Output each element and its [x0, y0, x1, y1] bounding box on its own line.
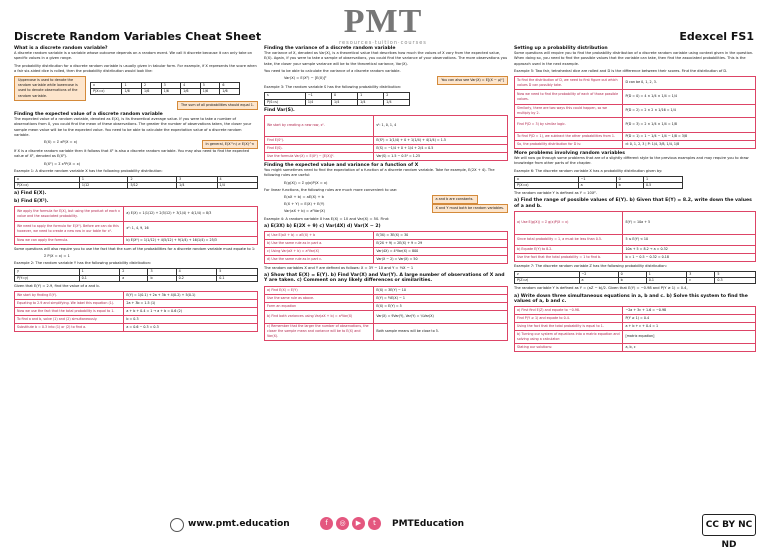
formula: E(X) = Σ xP(X = x): [44, 140, 78, 145]
footer: [0, 508, 768, 550]
footer-brand: PMTEducation: [392, 519, 465, 529]
section-heading: More problems involving random variables: [514, 151, 626, 157]
example-label: Example 3: The random variable S has the following probability distribution:: [264, 85, 402, 90]
logo-text: PMT: [343, 3, 423, 40]
distribution-table: z −2 0 1 3 5 P(Z=z) a b 0.1 c 0.3: [514, 271, 756, 284]
page-title: Discrete Random Variables Cheat Sheet: [14, 30, 262, 43]
paragraph: We will now go through some problems that are of a slightly different style to the previous examples and may require you to draw knowledge from other parts of the chapter.: [514, 156, 749, 166]
section-heading: Setting up a probability distribution: [514, 46, 608, 51]
instagram-icon[interactable]: ◎: [336, 517, 349, 530]
example-label: Example 7: The discrete random variable Z has the following probability distribution:: [514, 263, 667, 268]
example-label: Example 6: The discrete random variable X has a probability distribution given by:: [514, 168, 663, 173]
paragraph: Some questions will also require you to use the fact that the sum of the probabilities for a discrete random variable must equate to 1:: [14, 246, 256, 251]
distribution-table: s −1 0 1 2 P(S=s) 1/4 1/4 1/4 1/4: [264, 92, 410, 105]
question: b) Find E(X²).: [14, 198, 49, 204]
question: a) Find E(X).: [14, 191, 47, 197]
facebook-icon[interactable]: f: [320, 517, 333, 530]
example-label: Example 5: Two fair, tetrahedral dice are rolled and D is the difference between their scores. Find the distribution of D.: [514, 68, 728, 73]
section-heading: Finding the variance of a discrete random variable: [264, 46, 396, 51]
paragraph: The probability distribution for a discrete random variable is usually given in tabular form. For example, if X represents the score when a fair six-sided dice is rolled, then the probability distribution would look like:: [14, 63, 257, 73]
paragraph: Some questions will require you to find the probability distribution of a discrete random variable using context given in the question. When doing so, you need to find the possible values that the variable can take, then find the associated probabilities. This is the approach used in the next example.: [514, 51, 754, 66]
note-box: Uppercase is used to denote the random variable while lowercase is used to denote observations of the random variable.: [14, 76, 86, 101]
note-box: In general, E(X^n) ≠ E(X)^n: [202, 140, 258, 149]
youtube-icon[interactable]: ▶: [352, 517, 365, 530]
note-box: a and b are constants.: [432, 195, 478, 204]
formula: E(X + Y) = E(X) + E(Y): [284, 202, 325, 207]
paragraph: You might sometimes need to find the expectation of a function of a discrete random variable. Take for example, E(2X + 4). The following rules are useful:: [264, 168, 495, 178]
globe-icon: [170, 518, 184, 532]
distribution-table: y 1 2 3 4 5 P(Y=y) 0.1 a b 0.2 0.1: [14, 268, 258, 281]
distribution-table: x 1 2 3 4 5 6 P(X=x) 1/6 1/6 1/6 1/6 1/6 1/6: [90, 82, 240, 95]
question: a) Find the range of possible values of E(Y). b) Given that E(Y) = 8.2, write down the values of a and b.: [514, 198, 752, 209]
formula: Σ P(X = x) = 1: [44, 254, 70, 259]
question: Find Var(S).: [264, 107, 295, 113]
example-label: Example 2: The random variable Y has the following probability distribution:: [14, 261, 152, 266]
exam-board-label: Edexcel FS1: [679, 30, 754, 43]
paragraph: The random variables X and Y are defined as follows: X = 3Y − 10 and Y = ½X − 1: [264, 266, 414, 271]
distribution-table: x −1 0 1 P(X=x) a b 0.5: [514, 176, 683, 189]
column-2: [264, 44, 508, 343]
working-table: a) First find E(Z) and equate to −0.98. −2a + 3c + 1.6 = −0.98 Find P(Y ≥ 1) and equate to 0.4. P(Y ≥ 1) = 0.4 Using the fact that the total probability is equal to 1. a + b + c + 0.4 = 1 b) Turning our system of equations into a matrix equation and solving using a calculator: [matrix equation] Stating our solutions: a, b, c: [514, 306, 756, 352]
working-table: a) Find E(X) = E(Y) E(X) = 3E(Y) − 10 Use the same rule as above. E(Y) = ½E(X) − 1 Form an equation E(X) = E(Y) = 5 b) Find both variances using Var(aX + b) = a²Var(X) Var(X) = 9Var(Y), Var(Y) = ¼Var(X) c) Remember that the larger the number of observations, the closer the sample mean and variance will be to E(X) and Var(X). Both sample means will be close to 5.: [264, 286, 508, 341]
section-heading: Finding the expected value and variance for a function of X: [264, 163, 419, 169]
paragraph: For linear functions, the following rules are much more convenient to use:: [264, 187, 398, 192]
paragraph: Given that E(Y) = 2.9, find the value of a and b.: [14, 283, 100, 288]
note-box: The sum of all probabilities should equal 1.: [177, 101, 258, 110]
note-box: You can also see Var(X) = E[(X − μ)²]: [437, 76, 508, 85]
working-table: We start by finding E(Y). E(Y) = 1(0.1) + 2a + 3b + 4(0.2) + 5(0.1) Equating to 2.9 and simplifying. We label this equation (1). 2a + 3b = 1.5 (1) Now we use the fact that the total probability is equal to 1. a + b + 0.4 = 1 → a + b = 0.6 (2) To find a and b, solve (1) and (2) simultaneously. b = 0.3 Substitute b = 0.3 into (1) or (2) to find a. a = 0.6 − 0.3 = 0.3: [14, 291, 258, 332]
section-heading: What is a discrete random variable?: [14, 46, 108, 51]
working-table: We start by creating a new row, s². s²: 1, 0, 1, 4 Find E(S²). E(S²) = 1(1/4) + 0 + 1(1/4) + 4(1/4) = 1.5 Find E(S). E(S) = −1/4 + 0 + 1/4 + 2/4 = 0.5 Use the formula Var(X) = E(X²) − [E(X)]². Var(S) = 1.5 − 0.5² = 1.25: [264, 115, 508, 161]
logo-tagline: resources·tuition·courses: [339, 40, 427, 46]
question: a) Write down three simultaneous equations in a, b and c. b) Solve this system to find the values of a, b and c.: [514, 293, 748, 304]
footer-url[interactable]: www.pmt.education: [188, 519, 290, 529]
paragraph: The random variable Y is defined as Y = 10X².: [514, 191, 597, 196]
paragraph: The random variable Y is defined as Y = (aZ − b)/2. Given that E(Y) = −0.98 and P(Y ≥ 1) = 0.4,: [514, 286, 688, 291]
paragraph: The expected value of a random variable, denoted as E(X), is its theoretical average value. If you were to take a number of observations from X, you could find the mean of these observations. The greater the number of observations taken, the closer your sample mean value will be to the expected value. You need to be able to calculate the expectation value of a discrete random variable.: [14, 117, 252, 137]
formula: E(aX + b) = aE(X) + b: [284, 195, 324, 200]
working-table: a) Use E(aX + b) = aE(X) + b E(3X) = 3E(X) = 30 b) Use the same rule as in part a. E(2X + 9) = 2E(X) + 9 = 29 c) Using Var(aX + b) = a²Var(X) Var(4X) = 4²Var(X) = 800 d) Use the same rule as in part c. Var(X − 2) = Var(X) = 50: [264, 231, 508, 264]
formula: Var(X) = E(X²) − [E(X)]²: [284, 76, 327, 81]
formula: Var(aX + b) = a²Var(X): [284, 209, 325, 214]
formula: E(g(X)) = Σ g(x)P(X = x): [284, 180, 328, 185]
paragraph: The variance of X, denoted as Var(X), is a theoretical value that describes how much the values of X vary from the expected value, E(X). Again, if you were to take a sample of observations, you could find the variance of your observations. The more observations you take, the closer your sample variance will be to the theoretical variance, Var(X).: [264, 51, 508, 66]
column-3: [514, 44, 756, 354]
formula: E(X²) = Σ x²P(X = x): [44, 161, 81, 166]
note-box: X and Y must both be random variables.: [432, 204, 508, 213]
license-badge: CC BY NC ND: [702, 514, 756, 536]
column-1: [14, 44, 258, 334]
paragraph: If X is a discrete random variable then it follows that X² is also a discrete random variable. You may also need to find the expected value of X², denoted as E(X²).: [14, 149, 249, 159]
paragraph: You need to be able to calculate the variance of a discrete random variable.: [264, 68, 401, 73]
working-table: a) Use E(g(X)) = Σ g(x)P(X = x) E(Y) = 10a + 5 Since total probability = 1, a must be less than 0.5. 5 ≤ E(Y) < 10 b) Equate E(Y) to 8.2. 10a + 5 = 8.2 → a = 0.32 Use the fact that the total probability = 1 to find b. b = 1 − 0.5 − 0.32 = 0.18: [514, 211, 756, 262]
example-label: Example 1: A discrete random variable X has the following probability distribution:: [14, 168, 163, 173]
working-table: To find the distribution of D, we need to first figure out which values D can possibly take. D can be 0, 1, 2, 3. Now we need to find the probability of each of those possible values. P(D = 0) = 4 × 1/4 × 1/4 = 1/4 Similarly, there are two ways this could happen, so we multiply by 2. P(D = 2) = 2 × 2 × 1/16 = 1/4 Find P(D = 3) by similar logic. P(D = 3) = 2 × 1/4 × 1/4 = 1/8 To find P(D = 1), we subtract the other probabilities from 1. P(D = 1) = 1 − 1/4 − 1/4 − 1/8 = 3/8 So, the probability distribution for D is: d: 0, 1, 2, 3 | P: 1/4, 3/8, 1/4, 1/8: [514, 76, 756, 149]
section-heading: Finding the expected value of a discrete random variable: [14, 112, 163, 118]
working-table: We apply the formula for E(X), but using the product of each x value and the associated probability. a) E(X) = 1(1/12) + 2(5/12) + 3(1/4) + 4(1/4) = 8/3 We need to apply the formula for E(X²). Before we can do this however, we need to create a new row in our table for x². x²: 1, 4, 9, 16 Now we can apply the formula. b) E(X²) = 1(1/12) + 4(5/12) + 9(1/4) + 16(1/4) = 25/3: [14, 206, 258, 245]
distribution-table: x 1 2 3 4 P(X=x) 1/12 5/12 1/4 1/4: [14, 176, 258, 189]
question: a) Show that E(X) = E(Y). b) Find Var(X) and Var(Y). A large number of observations of X and Y are taken. c) Comment on any likely differences or similarities.: [264, 273, 505, 284]
example-label: Example 4: A random variable X has E(X) = 10 and Var(X) = 50. Find:: [264, 216, 390, 221]
twitter-icon[interactable]: t: [368, 517, 381, 530]
question: a) E(3X) b) E(2X + 9) c) Var(4X) d) Var(X − 2): [264, 223, 381, 229]
paragraph: A discrete random variable is a variable whose outcome depends on a random event. We call it discrete because it can only take on specific values in a given range.: [14, 51, 253, 61]
